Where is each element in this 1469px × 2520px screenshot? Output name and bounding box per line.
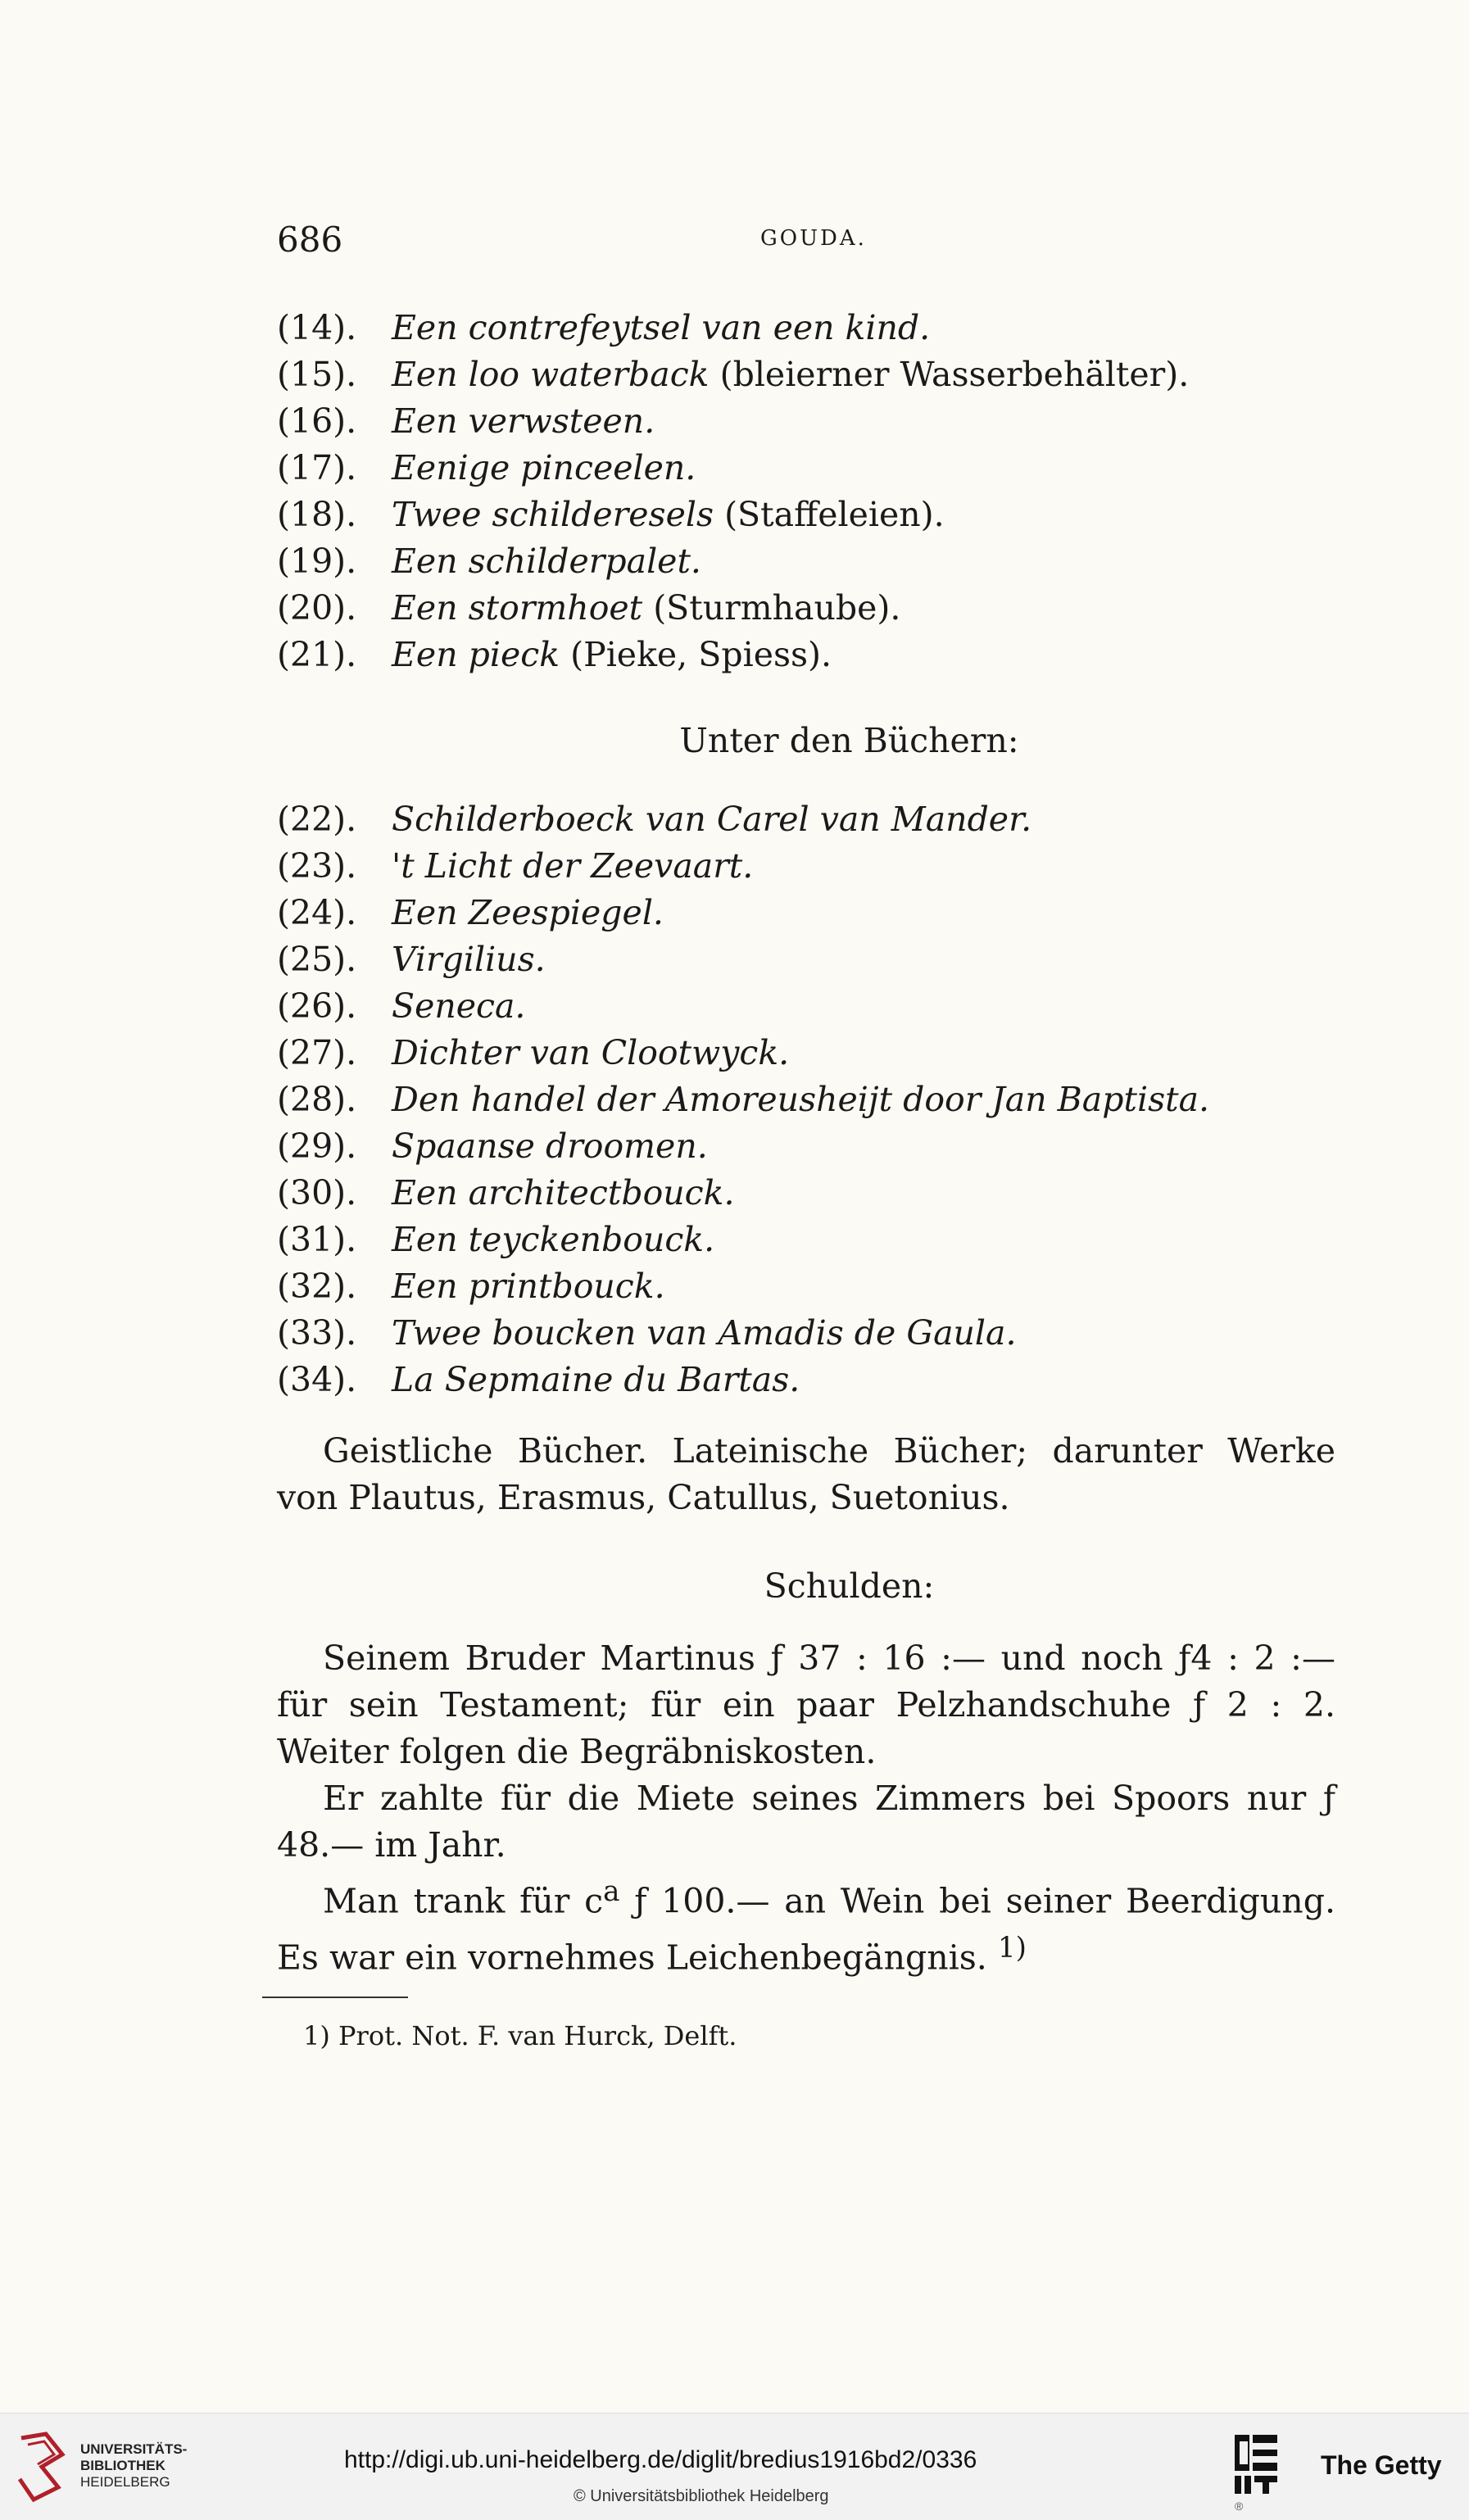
heading-debts: Schulden: bbox=[764, 1566, 935, 1606]
copyright-notice: © Universitätsbibliothek Heidelberg bbox=[574, 2487, 829, 2505]
list-item: (20). Een stormhoet (Sturmhaube). bbox=[277, 588, 901, 628]
list-item: (19). Een schilderpalet. bbox=[277, 542, 701, 581]
registered-mark: ® bbox=[1235, 2500, 1244, 2513]
list-item: (26). Seneca. bbox=[277, 986, 526, 1026]
list-item: (14). Een contrefeytsel van een kind. bbox=[277, 308, 931, 347]
debts-paragraph-2: Er zahlte für die Miete seines Zimmers bei Spoors nur ƒ 48.— im Jahr. bbox=[277, 1779, 1335, 1865]
list-item: (24). Een Zeespiegel. bbox=[277, 893, 664, 932]
debts-paragraph-3: Man trank für $c^a$ ƒ 100.— an Wein bei seiner Beerdigung. Es war ein vornehmes Leichenbegängnis. $^{1)}$ bbox=[277, 1875, 1335, 1978]
inventory-list-books bbox=[277, 796, 1209, 1403]
running-title: GOUDA. bbox=[760, 226, 867, 251]
list-item: (16). Een verwsteen. bbox=[277, 401, 655, 441]
digitization-footer bbox=[0, 2413, 1469, 2520]
list-item: (34). La Sepmaine du Bartas. bbox=[277, 1360, 800, 1399]
list-item: (29). Spaanse droomen. bbox=[277, 1126, 708, 1166]
debts-paragraph-1: Seinem Bruder Martinus ƒ 37 : 16 :— und noch ƒ4 : 2 :— für sein Testament; für ein paar Pelzhandschuhe ƒ 2 : 2. Weiter folgen die Begräbniskosten. bbox=[277, 1638, 1335, 1771]
page-number: 686 bbox=[277, 220, 343, 260]
list-item: (33). Twee boucken van Amadis de Gaula. bbox=[277, 1313, 1017, 1353]
list-item: (18). Twee schilderesels (Staffeleien). bbox=[277, 495, 945, 534]
list-item: (25). Virgilius. bbox=[277, 940, 546, 979]
institution-name: UNIVERSITÄTS- BIBLIOTHEK HEIDELBERG bbox=[80, 2441, 188, 2490]
list-item: (31). Een teyckenbouck. bbox=[277, 1220, 715, 1259]
debts-section bbox=[277, 1635, 1335, 1981]
inventory-list-objects bbox=[277, 305, 1189, 678]
list-item: (28). Den handel der Amoreusheijt door Jan Baptista. bbox=[277, 1080, 1210, 1119]
permalink-url[interactable]: http://digi.ub.uni-heidelberg.de/diglit/bredius1916bd2/0336 bbox=[344, 2446, 977, 2473]
list-item: (23). 't Licht der Zeevaart. bbox=[277, 846, 754, 886]
footnote-reference: 1) bbox=[997, 1931, 1027, 1965]
university-library-logo-icon bbox=[13, 2430, 70, 2504]
getty-logo-icon bbox=[1233, 2432, 1281, 2497]
getty-label: The Getty bbox=[1321, 2450, 1442, 2480]
list-item: (17). Eenige pinceelen. bbox=[277, 448, 696, 487]
list-item: (21). Een pieck (Pieke, Spiess). bbox=[277, 635, 832, 674]
heading-books: Unter den Büchern: bbox=[679, 721, 1019, 760]
running-header bbox=[277, 220, 1469, 261]
footnote-divider bbox=[262, 1997, 408, 1998]
paragraph-books: Geistliche Bücher. Lateinische Bücher; darunter Werke von Plautus, Erasmus, Catullus, Suetonius. bbox=[277, 1431, 1335, 1517]
list-item: (15). Een loo waterback (bleierner Wasserbehälter). bbox=[277, 355, 1190, 394]
list-item: (30). Een architectbouck. bbox=[277, 1173, 735, 1212]
list-item: (27). Dichter van Clootwyck. bbox=[277, 1033, 790, 1072]
list-item: (32). Een printbouck. bbox=[277, 1267, 665, 1306]
footnote: 1) Prot. Not. F. van Hurck, Delft. bbox=[303, 2020, 737, 2051]
list-item: (22). Schilderboeck van Carel van Mander. bbox=[277, 800, 1032, 839]
